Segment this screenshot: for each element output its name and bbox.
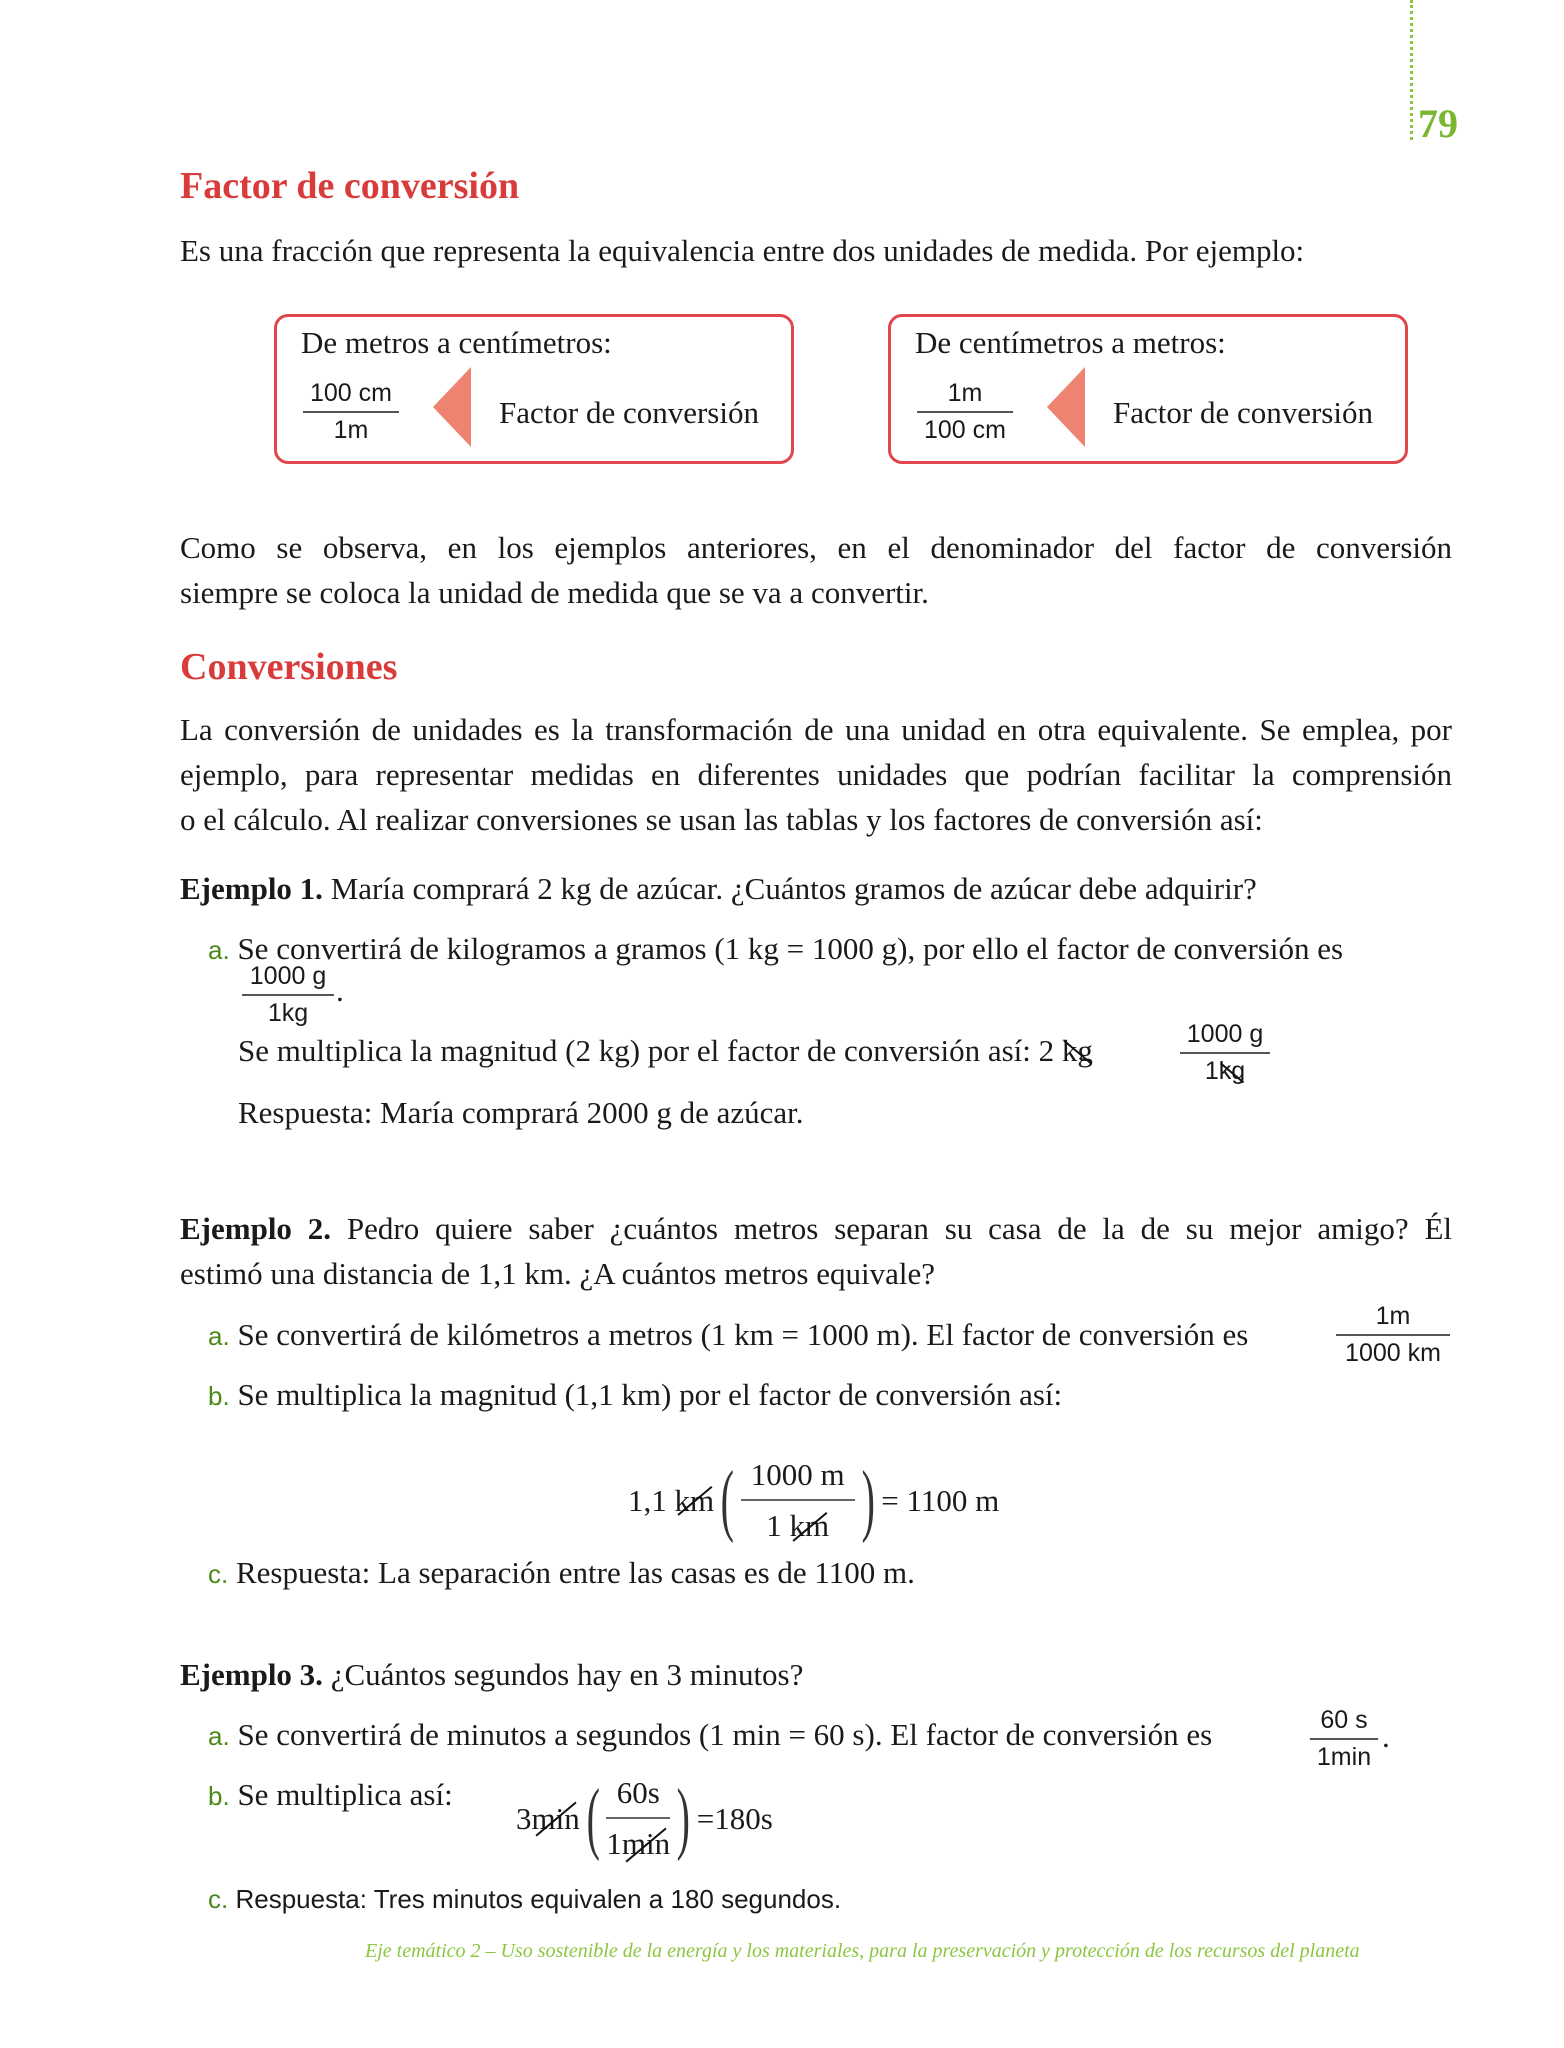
example3-question-line (180, 1652, 803, 1697)
example-label: Ejemplo 3. (180, 1657, 323, 1692)
denominator-value: 1 (1204, 1057, 1219, 1085)
eq-fraction (606, 1770, 670, 1866)
example-label: Ejemplo 2. (180, 1211, 332, 1246)
box-label: Factor de conversión (1113, 395, 1373, 430)
step-marker: b. (208, 1781, 230, 1811)
example-label: Ejemplo 1. (180, 871, 323, 906)
section-title-factor: Factor de conversión (180, 165, 520, 207)
example-box-cm-to-m (888, 314, 1408, 464)
fraction-denominator: 100 cm (924, 416, 1006, 444)
step-text: Respuesta: La separación entre las casas es de 1100 m. (235, 1555, 915, 1590)
example3-equation (516, 1770, 773, 1866)
fraction-denominator: 1m (333, 416, 369, 444)
section2-line3: o el cálculo. Al realizar conversiones se usan las tablas y los factores de conversión así: (180, 802, 1263, 837)
period: . (336, 973, 344, 1008)
step-text: Se multiplica así: (237, 1777, 453, 1812)
fraction-denominator: 1000 km (1345, 1339, 1441, 1367)
cancelled-unit: kg (1062, 1028, 1093, 1073)
example1-multiply-line (238, 1028, 1093, 1073)
section1-note-line1: Como se observa, en los ejemplos anteriores, en el denominador del factor de conversión (180, 530, 1452, 565)
fraction-denominator: 1min (1316, 1743, 1372, 1771)
fraction-numerator: 1m (1336, 1302, 1450, 1336)
eq-result: =180s (696, 1800, 773, 1836)
example-question: María comprará 2 kg de azúcar. ¿Cuántos gramos de azúcar debe adquirir? (330, 871, 1257, 906)
example3-step-a (208, 1712, 1212, 1759)
fraction-denominator (1180, 1054, 1270, 1086)
example2-step-b (208, 1372, 1062, 1419)
cancelled-unit: km (790, 1503, 830, 1548)
step-marker: b. (208, 1381, 230, 1411)
example3-step-b (208, 1772, 453, 1819)
section1-intro: Es una fracción que representa la equivalencia entre dos unidades de medida. Por ejemplo: (180, 233, 1305, 268)
example1-multiply-fraction (1180, 1020, 1270, 1086)
conversion-fraction (917, 379, 1013, 445)
step-text: Se convertirá de kilómetros a metros (1 km = 1000 m). El factor de conversión es (237, 1317, 1249, 1352)
cancelled-unit: kg (1218, 1057, 1246, 1085)
period: . (1382, 1719, 1390, 1754)
denominator-value: 1 (766, 1508, 782, 1543)
example2-question-line1 (180, 1206, 1452, 1251)
example-question: ¿Cuántos segundos hay en 3 minutos? (330, 1657, 804, 1692)
box-label: Factor de conversión (499, 395, 759, 430)
example1-factor-fraction (242, 962, 334, 1028)
example1-answer: Respuesta: María comprará 2000 g de azúcar. (238, 1095, 804, 1130)
example-question: Pedro quiere saber ¿cuántos metros separan su casa de la de su mejor amigo? Él (346, 1211, 1453, 1246)
box-title: De centímetros a metros: (915, 325, 1226, 360)
conversion-fraction (303, 379, 399, 445)
fraction-numerator: 60 s (1310, 1706, 1378, 1740)
left-paren: ( (586, 1774, 600, 1862)
cancelled-unit: min (622, 1821, 670, 1866)
example1-step-a (208, 926, 1343, 973)
box-title: De metros a centímetros: (301, 325, 612, 360)
multiply-text: Se multiplica la magnitud (2 kg) por el factor de conversión así: 2 (238, 1033, 1055, 1068)
step-text: Se convertirá de kilogramos a gramos (1 kg = 1000 g), por ello el factor de conversión es (237, 931, 1344, 966)
footer-theme-line: Eje temático 2 – Uso sostenible de la energía y los materiales, para la preservación y protección de los recursos del planeta (365, 1940, 1360, 1962)
example2-factor-fraction (1336, 1302, 1450, 1368)
example1-question-line (180, 866, 1257, 911)
example2-question-line2: estimó una distancia de 1,1 km. ¿A cuántos metros equivale? (180, 1256, 935, 1291)
example2-step-a (208, 1312, 1248, 1359)
eq-fraction (741, 1452, 855, 1548)
step-marker: a. (208, 935, 230, 965)
fraction-numerator: 60s (606, 1770, 670, 1819)
section2-line1: La conversión de unidades es la transformación de una unidad en otra equivalente. Se emplea, por (180, 712, 1452, 747)
fraction-denominator: 1kg (267, 999, 309, 1027)
section1-note-line2: siempre se coloca la unidad de medida que se va a convertir. (180, 575, 929, 610)
margin-dotted-rule (1410, 0, 1413, 140)
step-text: Respuesta: Tres minutos equivalen a 180 segundos. (235, 1884, 842, 1914)
fraction-numerator: 1000 m (741, 1452, 855, 1501)
fraction-denominator (741, 1501, 855, 1548)
step-text: Se convertirá de minutos a segundos (1 min = 60 s). El factor de conversión es (237, 1717, 1213, 1752)
example2-step-c (208, 1550, 915, 1597)
section2-line2: ejemplo, para representar medidas en diferentes unidades que podrían facilitar la comprensión (180, 757, 1452, 792)
eq-value: 1,1 (628, 1482, 667, 1518)
cancelled-unit: min (532, 1796, 580, 1841)
denominator-value: 1 (606, 1826, 622, 1861)
step-marker: c. (208, 1559, 229, 1589)
section-title-conversiones: Conversiones (180, 646, 398, 688)
pointer-triangle-icon (433, 367, 471, 447)
page-number: 79 (1418, 101, 1458, 146)
fraction-numerator: 1000 g (1180, 1020, 1270, 1054)
cancelled-unit: km (675, 1478, 715, 1523)
example3-factor-fraction (1310, 1706, 1378, 1772)
right-paren: ) (676, 1774, 691, 1862)
step-marker: c. (208, 1884, 229, 1914)
step-marker: a. (208, 1321, 230, 1351)
fraction-numerator: 100 cm (303, 379, 399, 413)
fraction-numerator: 1m (917, 379, 1013, 413)
fraction-denominator (606, 1819, 670, 1866)
right-paren: ) (861, 1456, 875, 1544)
eq-result: = 1100 m (881, 1482, 1000, 1518)
step-marker: a. (208, 1721, 230, 1751)
example-box-m-to-cm (274, 314, 794, 464)
eq-value: 3 (516, 1800, 532, 1836)
step-text: Se multiplica la magnitud (1,1 km) por el factor de conversión así: (237, 1377, 1063, 1412)
fraction-numerator: 1000 g (242, 962, 334, 996)
left-paren: ( (720, 1456, 735, 1544)
example2-equation (628, 1452, 999, 1548)
pointer-triangle-icon (1047, 367, 1085, 447)
example3-step-c (208, 1884, 841, 1915)
